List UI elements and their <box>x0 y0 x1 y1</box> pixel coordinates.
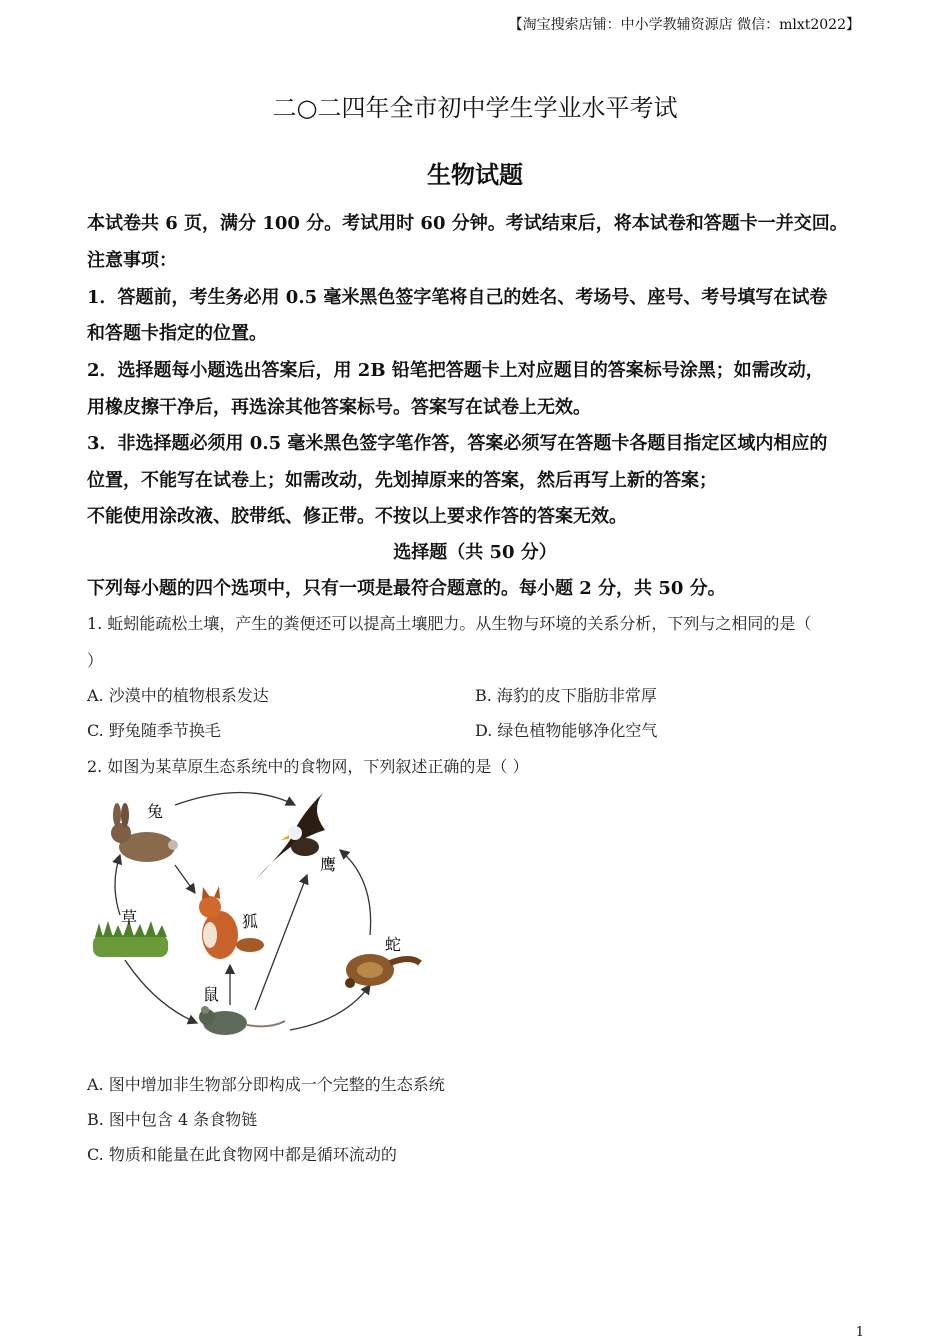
arrow-mouse-snake <box>290 985 370 1030</box>
notice-line: 用橡皮擦干净后，再选涂其他答案标号。答案写在试卷上无效。 <box>87 397 591 418</box>
food-web-diagram <box>85 785 445 1050</box>
label-fox: 狐 <box>242 912 259 931</box>
mouse-icon <box>199 1006 285 1035</box>
arrow-grass-rabbit <box>115 855 120 915</box>
eagle-icon <box>255 793 325 880</box>
section-instruction: 下列每小题的四个选项中，只有一项是最符合题意的。每小题 2 分，共 50 分。 <box>87 578 726 599</box>
notice-line: 不能使用涂改液、胶带纸、修正带。不按以上要求作答的答案无效。 <box>87 506 627 527</box>
question-1-option-a: A. 沙漠中的植物根系发达 <box>87 686 269 705</box>
page-number: 1 <box>855 1325 864 1340</box>
exam-title: 二○二四年全市初中学生学业水平考试 <box>272 94 678 122</box>
notice-line: 2．选择题每小题选出答案后，用 2B 铅笔把答题卡上对应题目的答案标号涂黑；如需改动， <box>87 360 824 381</box>
question-2-option-c: C. 物质和能量在此食物网中都是循环流动的 <box>87 1145 397 1164</box>
notice-line: 和答题卡指定的位置。 <box>87 323 267 344</box>
section-title: 选择题（共 50 分） <box>393 542 557 563</box>
question-1-option-b: B. 海豹的皮下脂肪非常厚 <box>475 686 657 705</box>
arrow-snake-eagle <box>340 850 371 935</box>
question-1-option-c: C. 野兔随季节换毛 <box>87 721 221 740</box>
question-1-stem-end: ） <box>87 651 104 670</box>
snake-icon <box>345 954 420 988</box>
notice-line: 3．非选择题必须用 0.5 毫米黑色签字笔作答，答案必须写在答题卡各题目指定区域内相应的 <box>87 433 828 454</box>
notice-heading: 注意事项： <box>87 250 177 271</box>
notice-line: 位置，不能写在试卷上；如需改动，先划掉原来的答案，然后再写上新的答案； <box>87 470 717 491</box>
label-grass: 草 <box>121 908 138 927</box>
label-rabbit: 兔 <box>147 802 164 821</box>
label-eagle: 鹰 <box>320 855 337 874</box>
arrow-grass-mouse <box>125 960 197 1023</box>
notice-line: 1．答题前，考生务必用 0.5 毫米黑色签字笔将自己的姓名、考场号、座号、考号填写在试卷 <box>87 287 828 308</box>
question-2-option-b: B. 图中包含 4 条食物链 <box>87 1110 258 1129</box>
question-1-stem: 1. 蚯蚓能疏松土壤，产生的粪便还可以提高土壤肥力。从生物与环境的关系分析，下列与之相同的是（ <box>87 614 812 633</box>
exam-intro: 本试卷共 6 页，满分 100 分。考试用时 60 分钟。考试结束后，将本试卷和答题卡一并交回。 <box>87 213 848 234</box>
question-1-option-d: D. 绿色植物能够净化空气 <box>475 721 658 740</box>
arrow-rabbit-eagle <box>175 793 295 806</box>
question-2-option-a: A. 图中增加非生物部分即构成一个完整的生态系统 <box>87 1075 445 1094</box>
rabbit-icon <box>111 803 178 862</box>
question-2-stem: 2. 如图为某草原生态系统中的食物网，下列叙述正确的是（ ） <box>87 757 529 776</box>
label-snake: 蛇 <box>385 935 402 954</box>
exam-subtitle: 生物试题 <box>427 160 523 189</box>
header-note: 【淘宝搜索店铺：中小学教辅资源店 微信：mlxt2022】 <box>508 17 860 33</box>
arrow-rabbit-fox <box>175 865 195 893</box>
label-mouse: 鼠 <box>203 985 220 1004</box>
